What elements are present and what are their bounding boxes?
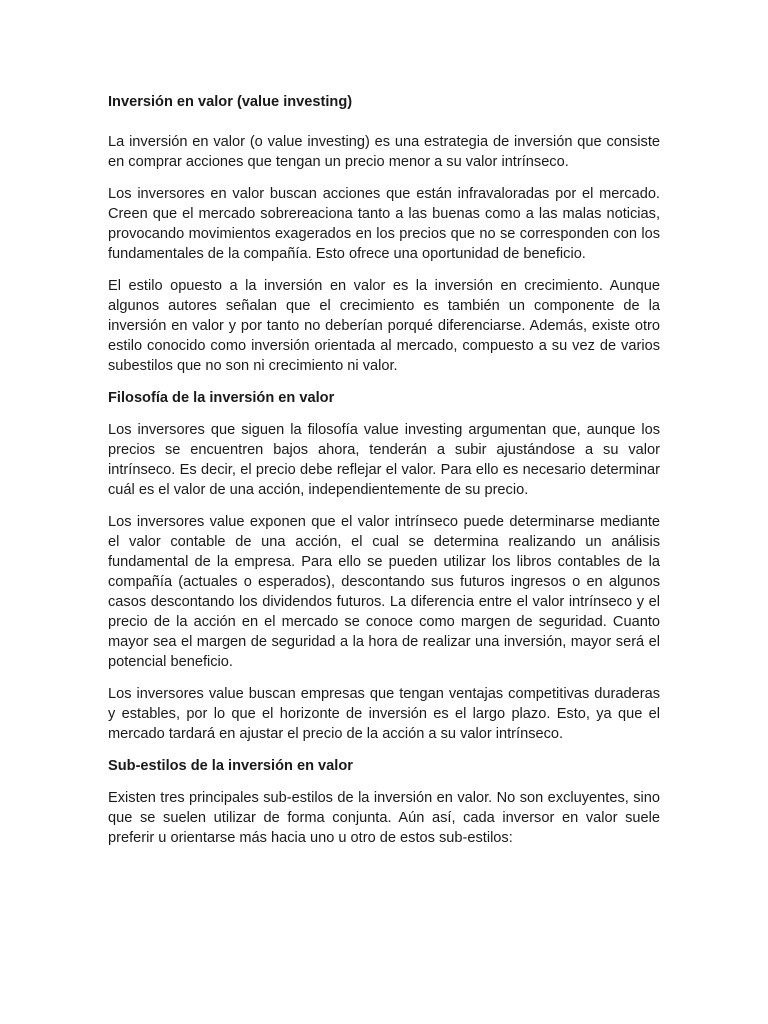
paragraph: Existen tres principales sub-estilos de la inversión en valor. No son excluyentes, sino que se suelen utilizar de forma conjunta. Aún así, cada inversor en valor suele preferir u orientarse más hacia uno u otro de estos sub-estilos:: [108, 790, 660, 846]
section-heading-substyles: Sub-estilos de la inversión en valor: [108, 758, 353, 774]
paragraph: Los inversores que siguen la filosofía value investing argumentan que, aunque los precios se encuentren bajos ahora, tenderán a subir ajustándose a su valor intrínseco. Es decir, el precio debe reflejar el valor. Para ello es necesario determinar cuál es el valor de una acción, independientemente de su precio.: [108, 422, 660, 498]
paragraph: Los inversores value exponen que el valor intrínseco puede determinarse mediante el valor contable de una acción, el cual se determina realizando un análisis fundamental de la empresa. Para ello se pueden utilizar los libros contables de la compañía (actuales o esperados), descontando sus futuros ingresos o en algunos casos descontando los dividendos futuros. La diferencia entre el valor intrínseco y el precio de la acción en el mercado se conoce como margen de seguridad. Cuanto mayor sea el margen de seguridad a la hora de realizar una inversión, mayor será el potencial beneficio.: [108, 514, 660, 670]
section-heading-value-investing: Inversión en valor (value investing): [108, 94, 353, 110]
section-heading-philosophy: Filosofía de la inversión en valor: [108, 390, 335, 406]
paragraph: Los inversores en valor buscan acciones que están infravaloradas por el mercado. Creen que el mercado sobrereaciona tanto a las buenas como a las malas noticias, provocando movimientos exagerados en los precios que no se corresponden con los fundamentales de la compañía. Esto ofrece una oportunidad de beneficio.: [108, 186, 660, 262]
paragraph: La inversión en valor (o value investing) es una estrategia de inversión que consiste en comprar acciones que tengan un precio menor a su valor intrínseco.: [108, 134, 660, 170]
paragraph: El estilo opuesto a la inversión en valor es la inversión en crecimiento. Aunque algunos autores señalan que el crecimiento es también un componente de la inversión en valor y por tanto no deberían porqué diferenciarse. Además, existe otro estilo conocido como inversión orientada al mercado, compuesto a su vez de varios subestilos que no son ni crecimiento ni valor.: [108, 278, 660, 374]
paragraph: Los inversores value buscan empresas que tengan ventajas competitivas duraderas y estables, por lo que el horizonte de inversión es el largo plazo. Esto, ya que el mercado tardará en ajustar el precio de la acción a su valor intrínseco.: [108, 686, 660, 742]
